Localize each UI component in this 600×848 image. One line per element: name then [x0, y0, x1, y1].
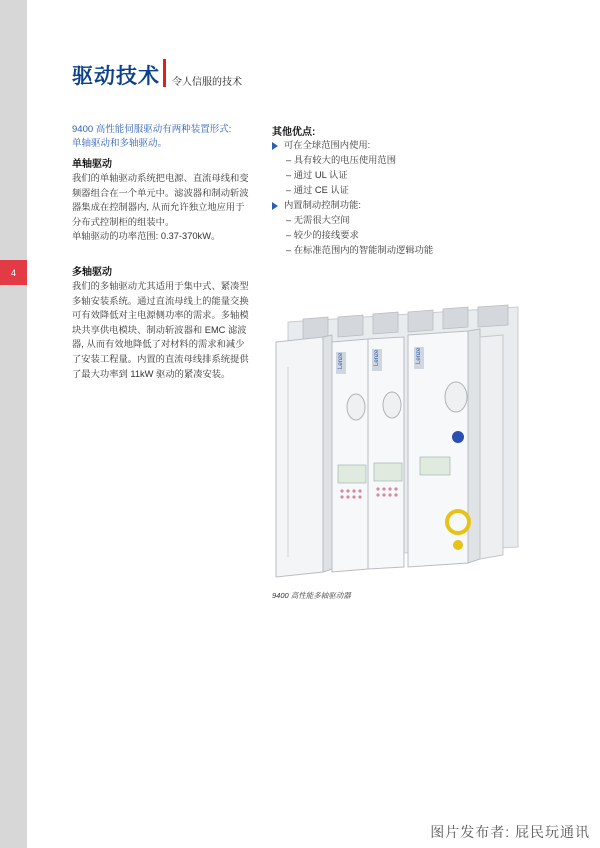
lenze-brand-label: Lenze: [374, 349, 380, 366]
advantage-subitem: – 无需很大空间: [286, 215, 350, 225]
body-line: 了最大功率到 11kW 驱动的紧凑安装。: [72, 368, 231, 379]
body-line: 器, 从而有效地降低了对材料的需求和减少: [72, 339, 245, 350]
body-line: 器集成在控制器内, 从而允许独立地应用于: [72, 202, 245, 213]
axis-module-2: [368, 337, 404, 569]
lenze-brand-label: Lenze: [338, 352, 344, 369]
advantage-label: 可在全球范围内使用:: [284, 140, 371, 150]
advantages-heading: 其他优点:: [272, 127, 316, 138]
page-subtitle: 令人信服的技术: [172, 77, 242, 88]
advantage-subitem: – 通过 CE 认证: [286, 185, 350, 195]
advantage-item: [272, 138, 572, 153]
body-line: 多轴安装系统。通过直流母线上的能量交换: [72, 295, 249, 306]
body-line: 块共享供电模块、制动斩波器和 EMC 滤波: [72, 324, 247, 335]
publisher-watermark: 图片发布者: 屁民玩通讯: [430, 824, 590, 840]
title-divider-bar: [163, 59, 166, 87]
triangle-bullet-icon: [272, 142, 278, 150]
axis-module-3: [408, 329, 480, 567]
multi-axis-heading: 多轴驱动: [72, 267, 112, 278]
intro-line: 9400 高性能伺服驱动有两种装置形式:: [72, 124, 232, 135]
advantage-label: 内置制动控制功能:: [284, 200, 361, 210]
intro-paragraph: [72, 123, 267, 151]
lenze-brand-label: Lenze: [416, 347, 422, 364]
intro-line: 单轴驱动和多轴驱动。: [72, 138, 168, 149]
advantage-subitem: – 通过 UL 认证: [286, 170, 348, 180]
figure-caption: 9400 高性能多轴驱动器: [272, 591, 351, 600]
axis-module-1: [332, 339, 368, 572]
multi-axis-body: [72, 279, 258, 381]
single-axis-heading: 单轴驱动: [72, 159, 112, 170]
side-margin-strip: [0, 0, 27, 848]
body-line: 了安装工程量。内置的直流母线排系统提供: [72, 353, 249, 364]
advantages-list: [272, 138, 572, 258]
body-line: 分布式控制柜的组装中。: [72, 216, 175, 227]
advantage-subitem: – 在标准范围内的智能制动逻辑功能: [286, 245, 434, 255]
page-number-tab: [0, 260, 27, 285]
body-line: 我们的单轴驱动系统把电源、直流母线和变: [72, 173, 249, 183]
body-line: 可有效降低对主电源侧功率的需求。多轴模: [72, 310, 249, 321]
advantage-item: [272, 198, 572, 213]
triangle-bullet-icon: [272, 202, 278, 210]
page-number: 4: [10, 267, 16, 278]
body-line: 我们的多轴驱动尤其适用于集中式、紧凑型: [72, 281, 249, 291]
page-title: 驱动技术: [72, 65, 160, 88]
supply-module: [276, 335, 332, 577]
drive-product-photo: [268, 297, 536, 582]
advantage-subitem: – 较少的接线要求: [286, 230, 359, 240]
body-line: 频器组合在一个单元中。滤波器和制动斩波: [72, 187, 249, 198]
advantage-subitem: – 具有较大的电压使用范围: [286, 155, 397, 165]
single-axis-body: [72, 171, 258, 244]
body-line: 单轴驱动的功率范围: 0.37-370kW。: [72, 231, 221, 242]
